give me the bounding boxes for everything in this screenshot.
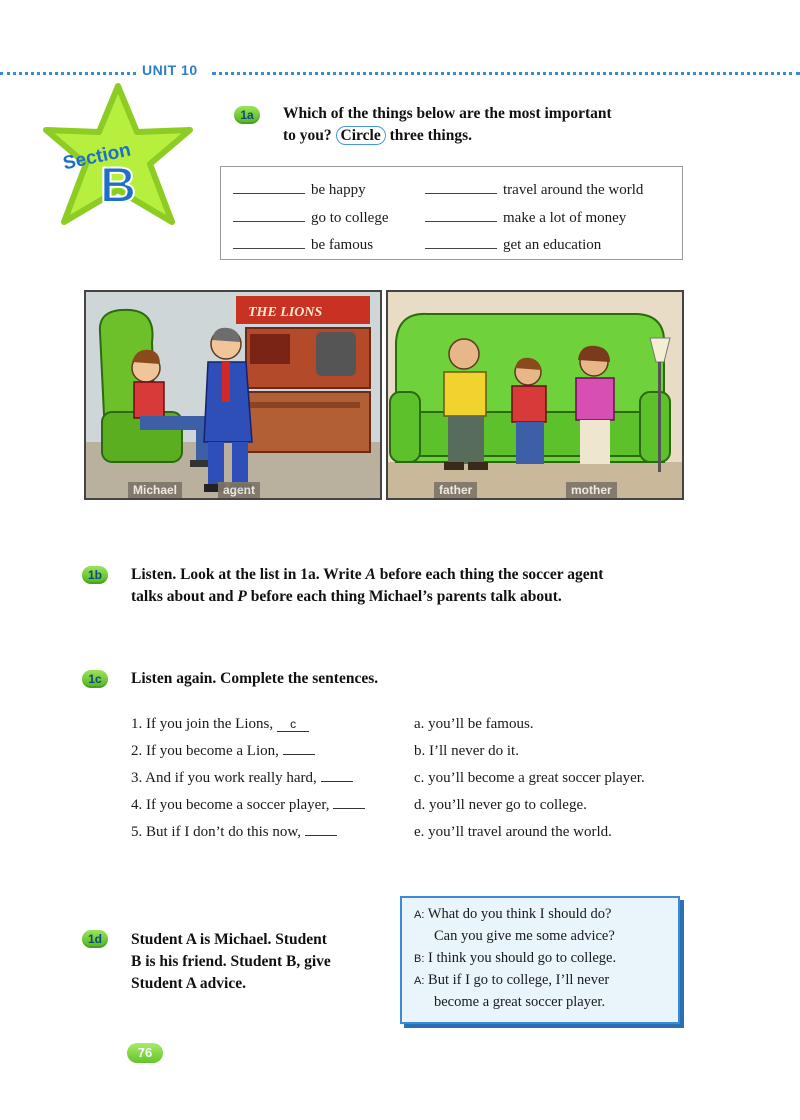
sentence-start: 4. If you become a soccer player, (131, 794, 365, 816)
choice-item[interactable]: be happy (233, 179, 366, 199)
label-michael: Michael (128, 482, 182, 498)
section-label: Section (61, 139, 133, 175)
lions-banner-text: THE LIONS (248, 305, 323, 320)
exercise-1c-instruction: Listen again. Complete the sentences. (131, 670, 379, 687)
choice-item[interactable]: go to college (233, 207, 388, 227)
unit-title: UNIT 10 (142, 62, 198, 78)
answer-blank[interactable] (321, 781, 353, 782)
section-letter: B (100, 157, 137, 213)
choice-item[interactable]: be famous (233, 234, 373, 254)
section-star-icon (38, 82, 198, 232)
conversation-line: A: What do you think I should do? (414, 906, 612, 922)
illustration-michael-agent (84, 290, 382, 500)
answer-blank[interactable] (305, 835, 337, 836)
conversation-line: Can you give me some advice? (434, 928, 615, 944)
sentence-start: 2. If you become a Lion, (131, 740, 315, 762)
choice-item[interactable]: make a lot of money (425, 207, 626, 227)
label-agent: agent (218, 482, 260, 498)
sentence-start: 3. And if you work really hard, (131, 767, 353, 789)
answer-blank[interactable] (283, 754, 315, 755)
header-dots-left (0, 72, 136, 75)
conversation-line: become a great soccer player. (434, 994, 606, 1010)
conversation-box (400, 896, 680, 1024)
sentence-ending: c. you’ll become a great soccer player. (414, 770, 645, 786)
sentence-ending: b. I’ll never do it. (414, 743, 519, 759)
label-father: father (434, 482, 477, 498)
exercise-1a-badge: 1a (234, 106, 260, 124)
sentence-ending: d. you’ll never go to college. (414, 797, 587, 813)
exercise-1b-badge: 1b (82, 566, 108, 584)
header-dots-right (212, 72, 800, 75)
label-mother: mother (566, 482, 617, 498)
exercise-1b-instruction: Listen. Look at the list in 1a. Write A before each thing the soccer agent talks about and P before each thing Michael’s parents talk about. (131, 566, 604, 605)
conversation-line: B: I think you should go to college. (414, 950, 617, 966)
sentence-start: 1. If you join the Lions, c (131, 713, 309, 735)
choices-box (220, 166, 683, 260)
answer-blank[interactable] (333, 808, 365, 809)
living-room-scene (388, 292, 682, 498)
exercise-1d-badge: 1d (82, 930, 108, 948)
answer-blank[interactable]: c (277, 717, 309, 732)
sentence-start: 5. But if I don’t do this now, (131, 821, 337, 843)
exercise-1c-badge: 1c (82, 670, 108, 688)
sentence-ending: a. you’ll be famous. (414, 716, 534, 732)
exercise-1a-instruction: Which of the things below are the most important to you? Circle three things. (283, 105, 612, 144)
circle-word: Circle (336, 126, 386, 145)
conversation-line: A: But if I go to college, I’ll never (414, 972, 610, 988)
choice-item[interactable]: travel around the world (425, 179, 643, 199)
office-scene (86, 292, 380, 498)
sentence-ending: e. you’ll travel around the world. (414, 824, 612, 840)
choice-item[interactable]: get an education (425, 234, 601, 254)
exercise-1d-instruction: Student A is Michael. Student B is his friend. Student B, give Student A advice. (131, 931, 331, 992)
illustration-parents (386, 290, 684, 500)
page-number: 76 (127, 1043, 163, 1063)
